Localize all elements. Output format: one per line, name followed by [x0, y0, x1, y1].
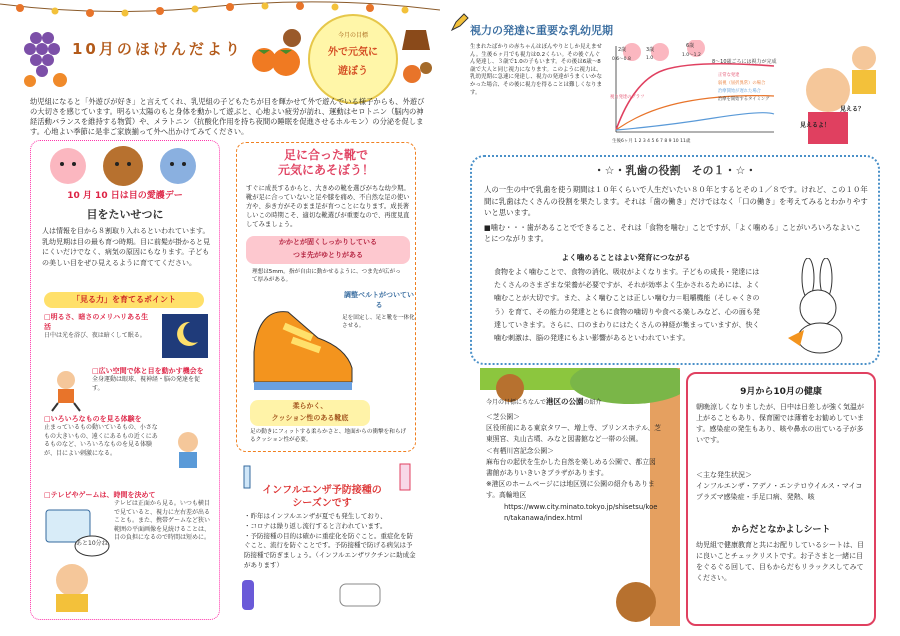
eye-care-heading: 目をたいせつに [86, 208, 164, 221]
park-item-4: 麻布台の起伏を生かした自然を楽しめる公園で、都立図書館がありいきいきプラザがあります。 [486, 457, 656, 478]
eye-point-2 [92, 366, 210, 393]
vision-acuity-2: 0.6～0.8 [612, 57, 631, 62]
health-sheet-title: からだとなかよしシート [731, 525, 831, 535]
teeth-title: ・☆・乳歯の役割 その１・☆・ [593, 164, 757, 177]
belt-title: 調整ベルトがついている [344, 291, 414, 309]
park-item-2: 区役所前にある東京タワー、増上寺、プリンスホテル、芝東照宮、丸山古墳、みなと図書館など一帯の公園。 [486, 424, 662, 444]
legend-delay: 治療開始が遅れた場合 [718, 89, 761, 94]
grapes-icon [16, 24, 71, 88]
vision-age-3: 3歳 [646, 47, 655, 53]
sole-point [250, 400, 370, 426]
shoes-title-line2: 元気にあそぼう！ [277, 163, 374, 177]
legend-amblyopia: 弱視（屈折異常）の場合 [718, 81, 766, 86]
flu-title [252, 484, 392, 510]
legend-normal: 正常な発達 [718, 73, 740, 78]
eye-point-4-head: □テレビやゲームは、時間を決めて [44, 491, 156, 499]
sole-title-line1: 柔らかく、 [292, 402, 328, 410]
belt-body: 足を固定し、足と靴を一体化させる。 [342, 315, 415, 329]
vision-axis-label: 生後6ヶ月 1 2 3 4 5 6 7 8 9 10 11歳 [612, 139, 691, 144]
eye-point-3-head: □いろいろなものを見る体験を [44, 415, 142, 423]
vision-age-6: 6歳 [686, 43, 695, 49]
health-sheet-body: 幼児組で健康教育と共にお配りしているシートは、目に良いことチェックリストです。お子さまと一緒に目をぐるぐる回して、目もからだもリラックスしてみてください。 [696, 541, 864, 582]
park-item-1: ＜芝公園＞ [486, 413, 520, 421]
health-diseases [696, 470, 868, 503]
chestnut-icon [396, 20, 436, 90]
eye-point-2-body: 全身運動は眼球、視神経・脳の発達を促す。 [92, 376, 201, 392]
eye-point-1 [44, 312, 154, 341]
flu-bullet-2: ・コロナは繰り返し流行すると言われています。 [244, 521, 387, 530]
teeth-p3: 食物をよく噛むことで、食物の消化、吸収がよくなります。子どもの成長・発達にはたくさんのさまざまな栄養が必要ですが、それが効率よく生かされるためには、よく噛むことが大切です。また、よく噛むことは正しい噛む力＝咀嚼機能（そしゃくきのう）を育て、その能力の発達とともに食物の噛切りや食べる楽しみなど、心の面も発達していきます。さらに、口のまわりにはたくさんの神経が集まっていますが、快く噛む刺激は、脳の発達にもよい影響があるといわれています。 [494, 268, 760, 343]
shoes-body: すぐに成長するからと、大きめの靴を選びがちな幼少期。靴が足に合っていないと足や膝を痛め、不自然な足の使い方や、歩き方がそのまま足が育つことになります。成長著しいこの時期こそ、適切な靴選びが重要なので、再度見直してみましょう。 [246, 185, 410, 228]
vision-legend [718, 72, 782, 104]
month-goal-line2: 遊ぼう [338, 66, 368, 77]
child-looking-icon [166, 428, 210, 472]
teeth-p1: 人の一生の中で乳歯を使う期間は１０年くらいで人生だいたい８０年とするとその１／８です。けれど、この１０年間に乳歯はたくさんの役割を果たします。それは「歯の働き」だけではなく「口の働き」を考えてみるとわかりやすいと思います。 [484, 185, 868, 218]
shoes-title [236, 148, 416, 178]
flu-bullet-1: ・昨年はインフルエンザが夏でも発生しており、 [244, 512, 387, 520]
teeth-subtitle: よく噛めることはよい発育につながる [561, 253, 691, 262]
month-goal-line1: 外で元気に [328, 47, 378, 58]
eye-point-2-head: □広い空間で体と目を動かす機会を [92, 367, 204, 375]
flu-bullet-3: ・予防接種の目的は確かに重症化を防ぐこと。重症化を防ぐこと、流行を防ぐことです。予防接種で防げる病気は予防接種で防ぎましょう。（インフルエンザワクチンに助成金があります） [244, 531, 416, 569]
park-heading-main: 港区の公園 [546, 397, 584, 406]
flu-title-line2: シーズンです [292, 498, 352, 509]
sole-body: 足の動きにフィットする柔らかさと、地面からの衝撃を和らげるクッション性が必要。 [250, 429, 407, 443]
shoes-title-line1: 足に合った靴で [283, 148, 368, 162]
moon-icon [160, 312, 210, 360]
mask-thermometer-icon [240, 574, 390, 614]
park-heading [486, 396, 670, 407]
animals-illustration [38, 142, 208, 188]
running-child-icon [44, 368, 88, 412]
month-goal-caption: 今月の目標 [337, 32, 368, 39]
flu-title-line1: インフルエンザ予防接種の [262, 485, 382, 496]
heel-point: かかとが固くしっかりしている [279, 238, 377, 246]
park-heading-pre: 今月の目標にちなんで [486, 399, 547, 406]
vision-acuity-6: 1.0～1.2 [682, 53, 701, 58]
sole-title-line2: クッション性のある靴底 [271, 414, 349, 422]
eye-day-heading: 10 月 10 日は目の愛護デー [67, 191, 183, 201]
park-item-5: ※港区のホームページには地区別に公園の紹介もあります。高輪地区 [486, 480, 655, 500]
rabbit-icon [780, 258, 864, 354]
pencil-icon [450, 12, 470, 32]
park-heading-post: の紹介 [583, 399, 602, 406]
belt-point [342, 290, 416, 330]
eye-point-1-body: 日中は光を浴び、夜は暗くして眠る。 [44, 332, 146, 339]
vision-chart-title: 8～10歳ごろには視力が完成 [712, 59, 777, 65]
park-link[interactable]: https://www.city.minato.tokyo.jp/shisetsu/koen/takanawa/index.html [504, 502, 658, 522]
page-title: 10月のほけんだより [72, 40, 243, 58]
persimmon-icon [248, 22, 308, 82]
seeing-power-title: 「見る力」を育てるポイント [44, 292, 204, 308]
health-title: 9月から10月の健康 [740, 387, 822, 397]
eye-point-4-body: テレビは正面から見る。いつも横目で見ていると、視力に左右差が出ることも。また、携帯ゲームなど狭い範囲の平面画像を見続けることは、目の負担になるので時間は短めに。 [114, 500, 211, 541]
health-diseases-head: ＜主な発生状況＞ [696, 471, 752, 479]
eye-point-3-body: 止まっているもの動いているもの、小さなもの大きいもの、遠くにあるもの近くにあるものなど、いろいろなものを見る体験が、目によい刺激になる。 [44, 424, 158, 457]
kids-eyetest-illustration [788, 28, 888, 148]
park-item-3: ＜有栖川宮記念公園＞ [486, 446, 554, 455]
flu-bullets [244, 512, 416, 571]
speech-mieruyo: 見えるよ！ [800, 122, 831, 129]
speech-mieru: 見える？ [840, 106, 865, 113]
eye-body: 人は情報を目から８割取り入れるといわれています。乳幼児期は目の最も育つ時期。目に前髪が掛かると見にくいだけでなく、病気の原因にもなります。子どもの美しい目をぜひ見えるように育ててください。 [42, 227, 210, 267]
park-list [486, 412, 662, 524]
shoes-note: 理想は5mm。指が自由に動かせるように、つま先が広がって厚みがある。 [252, 269, 401, 283]
toe-point: つま先がゆとりがある [293, 251, 363, 259]
legend-timing: 治療を開始するタイミング [718, 97, 770, 102]
vision-title: 視力の発達に重要な乳幼児期 [470, 24, 613, 37]
month-goal-badge [308, 14, 398, 104]
heel-toe-point [246, 236, 410, 264]
tv-child-icon [44, 506, 112, 614]
eye-point-3 [44, 414, 162, 458]
ten-minutes-badge: あと10分ね [76, 540, 108, 547]
intro-paragraph: 幼児組になると「外遊びが好き」と言えてくれ、乳児組の子どもたちが目を輝かせて外で遊んでいる様子からも、外遊びの大切さを感じています。明るい太陽のもと身体を動かして遊ぶと、心地よい疲労が訪れ、運動はセロトニン（脳内の神経活動バランスを維持する物質）や、メラトニン（抗酸化作用を持ち夜間の睡眠を促進させるホルモン）の分泌を促します。心地よい季節に是非ご家族揃って外へ出かけてみてください。 [30, 97, 425, 136]
vision-acuity-3: 1.0 [646, 56, 654, 61]
health-body: 朝晩涼しくなりましたが、日中は日差しが強く気温が上がることもあり、保育園では薄着をお勧めしています。感染症の発生もあり、咳や鼻水の出ている子が多いです。 [696, 403, 864, 444]
health-diseases-body: インフルエンザ・アデノ・エンテロウイルス・マイコプラズマ感染症・手足口病、発熱、咳 [696, 482, 863, 501]
teeth-p2: ■噛む・・・歯があることでできること、それは「食物を噛む」ことですが、「よく噛める」ことがいろいろなよいことにつながります。 [484, 223, 861, 244]
vision-age-2: 2歳 [618, 47, 627, 53]
vision-curve-label: 視力発達のグラフ [610, 95, 645, 100]
vision-desc: 生まれたばかりの赤ちゃんはぼんやりとしか見えません。生後６ヶ月でも視力は0.2くらい。その後ぐんぐん発達し、３歳で1.0の子もいます。その後は6歳〜8歳で大人と同じ視力になります。このように視力は、乳幼児期に急速に発達し、視力の発達がうまくいかなかった場合、その後に視力を得ることは難しくなります。 [470, 44, 603, 96]
eye-point-1-head: □明るさ、暗さのメリハリある生活 [44, 313, 149, 331]
